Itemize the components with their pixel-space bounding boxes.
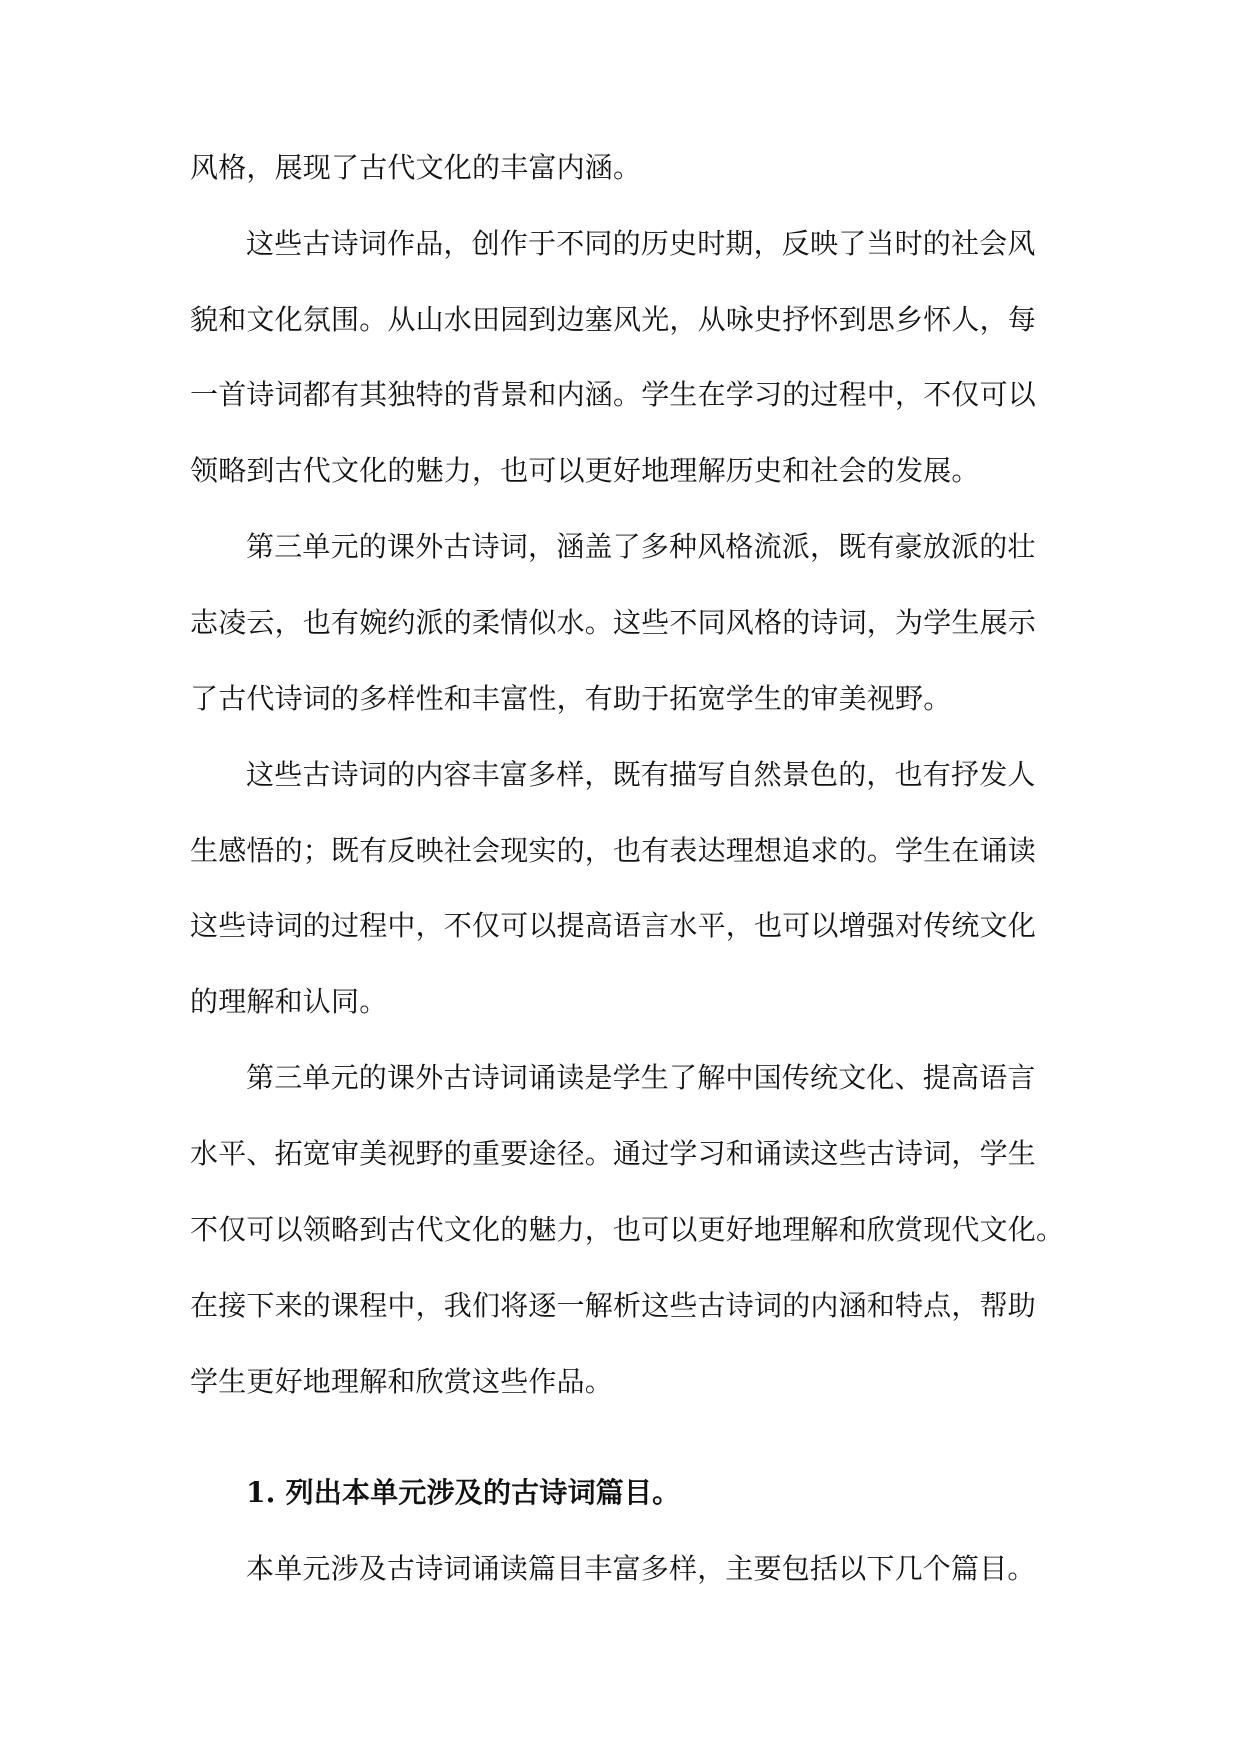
paragraph-first-line: 第三单元的课外古诗词诵读是学生了解中国传统文化、提高语言	[246, 1061, 1036, 1094]
text-line: 这些诗词的过程中，不仅可以提高语言水平，也可以增强对传统文化	[190, 909, 1037, 942]
text-line: 志凌云，也有婉约派的柔情似水。这些不同风格的诗词，为学生展示	[190, 606, 1037, 639]
text-line: 领略到古代文化的魅力，也可以更好地理解历史和社会的发展。	[190, 454, 980, 487]
text-line: 风格，展现了古代文化的丰富内涵。	[190, 151, 642, 184]
text-line: 了古代诗词的多样性和丰富性，有助于拓宽学生的审美视野。	[190, 682, 952, 715]
paragraph-first-line: 本单元涉及古诗词诵读篇目丰富多样，主要包括以下几个篇目。	[246, 1552, 1036, 1585]
paragraph-first-line: 这些古诗词作品，创作于不同的历史时期，反映了当时的社会风	[246, 227, 1036, 260]
section-heading: 1. 列出本单元涉及的古诗词篇目。	[246, 1476, 681, 1509]
paragraph-first-line: 这些古诗词的内容丰富多样，既有描写自然景色的，也有抒发人	[246, 758, 1036, 791]
text-line: 的理解和认同。	[190, 985, 388, 1018]
text-line: 水平、拓宽审美视野的重要途径。通过学习和诵读这些古诗词，学生	[190, 1137, 1037, 1170]
text-line: 学生更好地理解和欣赏这些作品。	[190, 1365, 614, 1398]
paragraph-first-line: 第三单元的课外古诗词，涵盖了多种风格流派，既有豪放派的壮	[246, 530, 1036, 563]
text-line: 生感悟的；既有反映社会现实的，也有表达理想追求的。学生在诵读	[190, 834, 1037, 867]
text-line: 在接下来的课程中，我们将逐一解析这些古诗词的内涵和特点，帮助	[190, 1289, 1037, 1322]
text-line: 貌和文化氛围。从山水田园到边塞风光，从咏史抒怀到思乡怀人，每	[190, 303, 1037, 336]
text-line: 不仅可以领略到古代文化的魅力，也可以更好地理解和欣赏现代文化。	[190, 1213, 1065, 1246]
text-line: 一首诗词都有其独特的背景和内涵。学生在学习的过程中，不仅可以	[190, 378, 1037, 411]
